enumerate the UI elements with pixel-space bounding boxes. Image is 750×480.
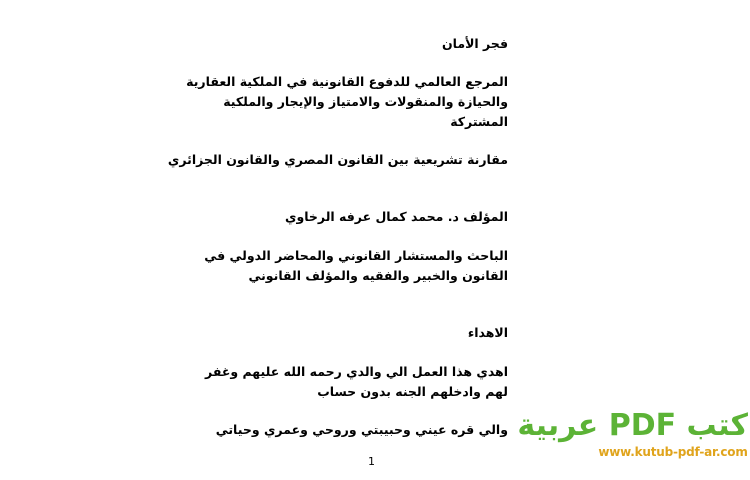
book-title-line-2: والحيازة والمنقولات والامتياز والإيجار والملكية — [223, 94, 508, 109]
dedication-heading: الاهداء — [467, 325, 508, 340]
book-title-line-3: المشتركة — [450, 114, 508, 129]
book-subtitle: مقارنة تشريعية بين القانون المصري والقانون الجزائري — [167, 152, 508, 167]
author-title-line-2: القانون والخبير والفقيه والمؤلف القانوني — [248, 268, 508, 283]
dedication-line-2: لهم وادخلهم الجنه بدون حساب — [317, 384, 508, 399]
author-title-line-1: الباحث والمستشار القانوني والمحاضر الدولي في — [204, 248, 508, 263]
dedication-line-3: والي قره عيني وحبيبتي وروحي وعمري وحياتي — [215, 422, 508, 437]
author-line: المؤلف د. محمد كمال عرفه الرخاوي — [285, 209, 508, 224]
dedication-line-1: اهدي هذا العمل الي والدي رحمه الله عليهم وغفر — [205, 364, 508, 379]
page-number: 1 — [368, 455, 375, 468]
publisher-name: فجر الأمان — [441, 36, 508, 51]
watermark-logo — [517, 408, 748, 460]
watermark-url: www.kutub-pdf-ar.com — [598, 445, 748, 459]
book-title-line-1: المرجع العالمي للدفوع القانونية في الملكية العقارية — [186, 74, 508, 89]
watermark-title: كتب PDF عربية — [517, 408, 748, 443]
